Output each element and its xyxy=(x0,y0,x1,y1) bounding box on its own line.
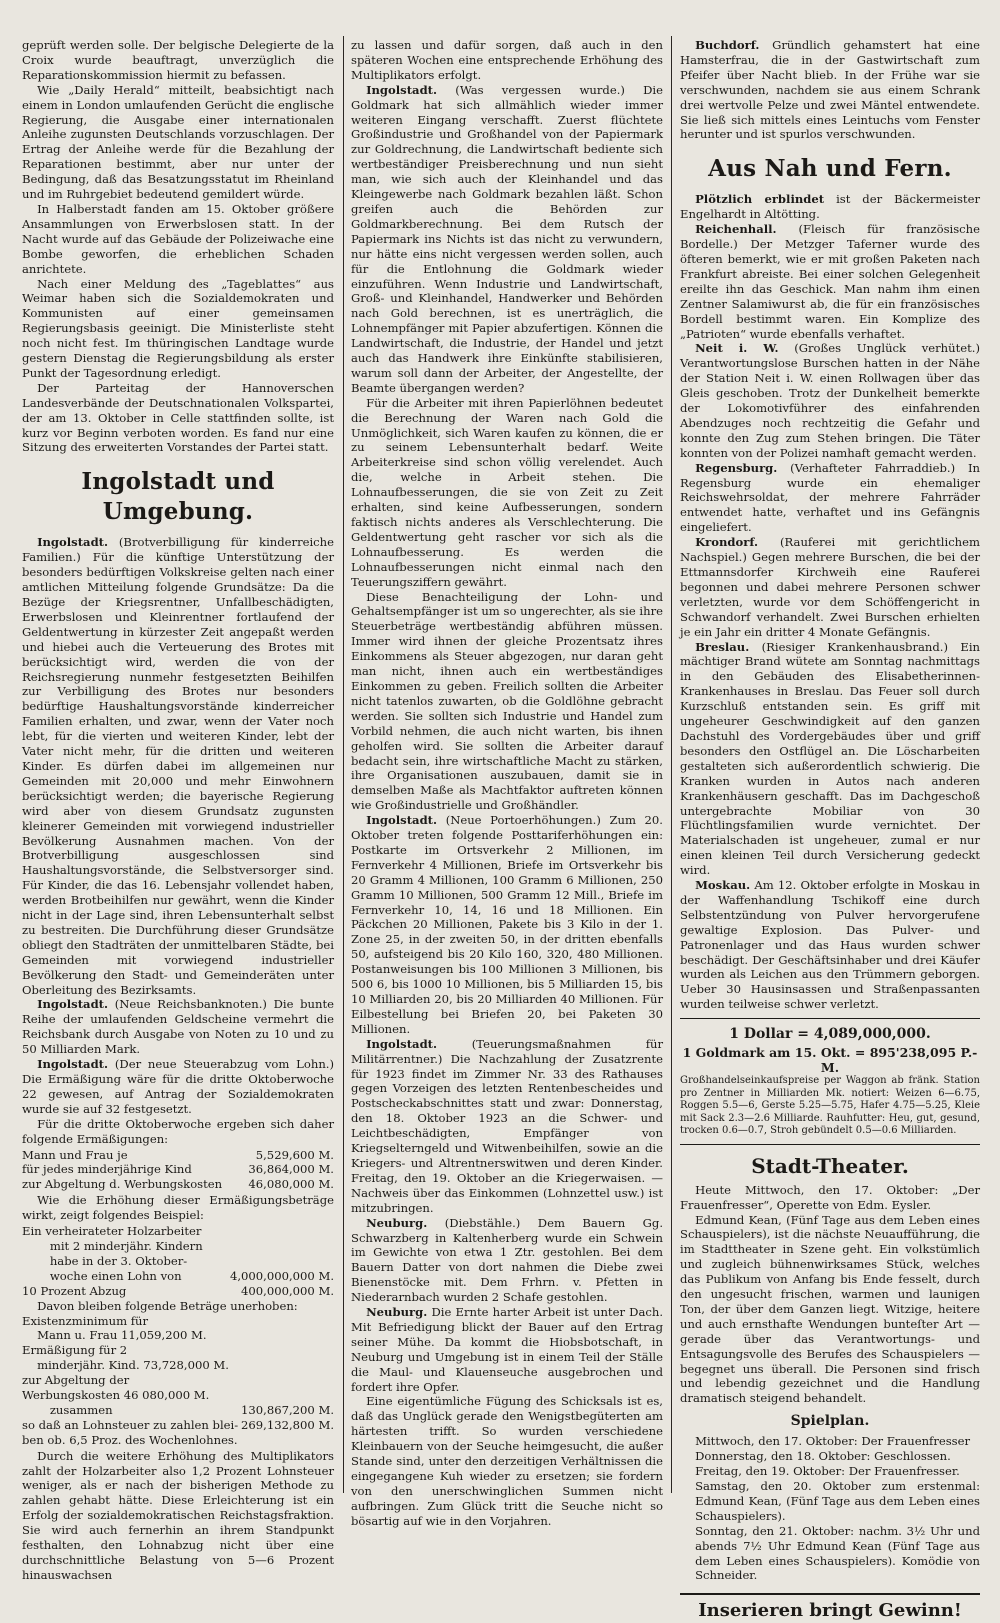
article-dateline: Reichenhall. xyxy=(695,222,777,237)
table-value: 5,529,600 M. xyxy=(255,1147,334,1162)
article-body: (Großes Unglück verhütet.) Verantwortungslose Burschen hatten in der Nähe der Station Neit i. W. einen Rollwagen über das Gleis geschoben. Trotz der Dunkelheit bemerkte der Lokomotivführer des einfahrenden Abendzuges noch rechtzeitig die Gefahr und konnte den Zug zum Stehen bringen. Die Täter konnten von der Polizei namhaft gemacht werden. xyxy=(680,341,981,460)
example-line: minderjähr. Kind. 73,728,000 M. xyxy=(37,1358,229,1373)
paragraph: geprüft werden solle. Der belgische Delegierte de la Croix wurde beauftragt, unverzüglich die Reparationskommission hiermit zu befassen. xyxy=(22,38,334,82)
article xyxy=(351,1037,663,1216)
article xyxy=(351,1305,663,1394)
theater-heading: Stadt-Theater. xyxy=(751,1153,909,1178)
table-label: für jedes minderjährige Kind xyxy=(22,1162,192,1177)
article-body: Am 12. Oktober erfolgte in Moskau in der Waffenhandlung Tschikoff eine durch Selbstentzündung von Pulver hervorgerufene gewaltige Explosion. Das Pulver- und Patronenlager und das Haus wurden schwer beschädigt. Der Geschäftsinhaber und drei Käufer wurden als Leichen aus den Trümmern geborgen. Ueber 30 Hausinsassen und Straßenpassanten wurden teilweise schwer verletzt. xyxy=(680,878,981,1012)
list-item: Mittwoch, den 17. Oktober: Der Frauenfresser xyxy=(695,1434,971,1449)
article xyxy=(680,38,980,142)
article-body: (Riesiger Krankenhausbrand.) Ein mächtiger Brand wütete am Sonntag nachmittags in den Gebäuden des Elisabetherinnen-Krankenhauses in Breslau. Das Feuer soll durch Kurzschluß entstanden sein. Es griff mit ungeheurer Geschwindigkeit auf den ganzen Dachstuhl des Vordergebäudes über und griff besonders den Ostflügel an. Die Löscharbeiten gestalteten sich außerordentlich schwierig. Die Kranken wurden in Autos nach anderen Krankenhäusern geschafft. Das im Dachgeschoß untergebrachte Mobiliar von 30 Flüchtlingsfamilien wurde vernichtet. Der Materialschaden ist ungeheuer, zumal er nur einen kleinen Teil durch Versicherung gedeckt wird. xyxy=(680,639,980,878)
article xyxy=(22,1057,334,1117)
paragraph: Für die Arbeiter mit ihren Papierlöhnen bedeutet die Berechnung der Waren nach Gold die Unmöglichkeit, sich Waren kaufen zu können, die er zu seinem Lebensunterhalt bedarf. Weite Arbeiterkreise sind schon völlig verelendet. Auch die, welche in Arbeit stehen. Die Lohnaufbesserungen, die sie von Zeit zu Zeit erhalten, sind keine Aufbesserungen, sondern faktisch nichts anderes als Verschlechterung. Die Geldentwertung geht rascher vor sich als die Lohnaufbesserung. Es werden die Lohnaufbesserungen nicht einmal nach den Teuerungsziffern gewährt. xyxy=(351,395,663,589)
article xyxy=(680,640,980,879)
article-body: Die Ernte harter Arbeit ist unter Dach. Mit Befriedigung blickt der Bauer auf den Ertrag seiner Mühe. Da kommt die Hiobsbotschaft, in Neuburg und Umgebung ist in einem Teil der Ställe die Maul- und Klauenseuche ausgebrochen und fordert ihre Opfer. xyxy=(351,1305,664,1394)
example-line: so daß an Lohnsteuer zu zahlen blei- 269,132,800 M. xyxy=(22,1417,334,1432)
example-line: woche einen Lohn von 4,000,000,000 M. xyxy=(49,1268,334,1283)
paragraph: Wie die Erhöhung dieser Ermäßigungsbeträge wirkt, zeigt folgendes Beispiel: xyxy=(22,1193,334,1223)
article-dateline: Regensburg. xyxy=(695,460,778,475)
column-2 xyxy=(351,38,663,1529)
section-heading: Aus Nah und Fern. xyxy=(708,155,952,183)
paragraph: Durch die weitere Erhöhung des Multiplikators zahlt der Holzarbeiter also 1,2 Prozent Lohnsteuer weniger, als er nach der bisherigen Methode zu zahlen gehabt hätte. Diese Erleichterung ist ein Erfolg der sozialdemokratischen Reichstagsfraktion. Sie wird auch fernerhin an ihrem Standpunkt festhalten, den Lohnabzug nicht über eine durchschnittliche Belastung von 5—6 Prozent hinauswachsen xyxy=(22,1448,334,1582)
list-item: Freitag, den 19. Oktober: Der Frauenfresser. xyxy=(695,1464,960,1479)
article xyxy=(680,222,980,341)
article-body: (Neue Reichsbanknoten.) Die bunte Reihe der umlaufenden Geldscheine vermehrt die Reichsbank durch Ausgabe von Noten zu 10 und zu 50 Milliarden Mark. xyxy=(22,997,334,1057)
article-body: (Was vergessen wurde.) Die Goldmark hat sich allmählich wieder immer weiteren Eingang verschafft. Zuerst flüchtete Großindustrie und Großhandel von der Papiermark zur Goldrechnung, die Landwirtschaft bediente sich wertbeständiger Preisberechnung und nun sieht man, wie sich auch der Kleinhandel und das Kleingewerbe nach Goldmark bezahlen läßt. Schon greifen auch die Behörden zur Goldmarkberechnung. Bei dem Rutsch der Papiermark ins Nichts ist das nicht zu verwundern, nur hätte eins nicht vergessen werden sollen, auch für die Entlohnung die Goldmark wieder einzuführen. Wenn Industrie und Landwirtschaft, Groß- und Kleinhandel, Handwerker und Behörden nach Gold berechnen, ist es unerträglich, die Lohnempfänger mit Papier abzufertigen. Können die Landwirtschaft, die Industrie, der Handel und jetzt auch das Handwerk ihre Einkünfte stabilisieren, warum soll dann der Arbeiter, der Angestellte, der Beamte übergangen werden? xyxy=(351,82,663,395)
article-dateline: Ingolstadt. xyxy=(37,535,109,550)
article-dateline: Ingolstadt. xyxy=(366,1036,438,1051)
example-line: Mann u. Frau 11,059,200 M. xyxy=(37,1328,207,1343)
column-rule-1 xyxy=(343,36,344,1493)
article-dateline: Plötzlich erblindet xyxy=(695,192,825,207)
column-3 xyxy=(680,38,980,1623)
table-label: zur Abgeltung d. Werbungskosten xyxy=(22,1177,223,1192)
article xyxy=(680,535,980,639)
dollar-rate: 1 Dollar = 4,089,000,000. xyxy=(729,1026,931,1043)
article-body: (Verhafteter Fahrraddieb.) In Regensburg wurde ein ehemaliger Reichswehrsoldat, der mehrere Fahrräder entwendet hatte, verhaftet und ins Gefängnis eingeliefert. xyxy=(680,460,980,535)
article-body: (Rauferei mit gerichtlichem Nachspiel.) Gegen mehrere Burschen, die bei der Ettmannsdorfer Kirchweih eine Rauferei begonnen und dabei mehrere Personen schwer verletzten, wurde vor dem Schöffengericht in Schwandorf verhandelt. Zwei Burschen erhielten je ein Jahr ein dritter 4 Monate Gefängnis. xyxy=(680,535,981,639)
paragraph: zu lassen und dafür sorgen, daß auch in den späteren Wochen eine entsprechende Erhöhung des Multiplikators erfolgt. xyxy=(351,38,663,82)
example-line: Ermäßigung für 2 xyxy=(22,1343,128,1358)
article-dateline: Ingolstadt. xyxy=(37,997,109,1012)
article xyxy=(351,813,663,1037)
example-calculation xyxy=(22,1224,334,1448)
example-line: 10 Prozent Abzug 400,000,000 M. xyxy=(22,1283,334,1298)
article xyxy=(680,341,980,460)
section-heading: Ingolstadt und Umgebung. xyxy=(81,468,275,526)
paragraph: Eine eigentümliche Fügung des Schicksals ist es, daß das Unglück gerade den Wenigstbegüterten am härtesten trifft. So wurden verschiedene Kleinbauern von der Seuche heimgesucht, die außer Stande sind, unter den derzeitigen Verhältnissen die eingegangene Kuh wieder zu ersetzen; sie fordern von den unerschwinglichen Summen nicht aufbringen. Zum Glück tritt die Seuche nicht so bösartig auf wie in den Vorjahren. xyxy=(351,1394,663,1528)
divider xyxy=(680,1144,980,1145)
goldmark-rate: 1 Goldmark am 15. Okt. = 895'238,095 P.-M. xyxy=(682,1045,978,1076)
article-body: Gründlich gehamstert hat eine Hamsterfrau, die in der Gastwirtschaft zum Pfeifer über Nacht blieb. In der Frühe war sie verschwunden, nachdem sie aus einem Schrank drei wertvolle Pelze und zwei Mäntel entwendete. Sie ließ sich mittels eines Leintuchs vom Fenster herunter und ist spurlos verschwunden. xyxy=(680,38,981,142)
article xyxy=(680,461,980,536)
column-rule-2 xyxy=(671,36,672,1493)
article-dateline: Neuburg. xyxy=(366,1305,428,1320)
schedule-heading: Spielplan. xyxy=(790,1413,870,1430)
article-dateline: Ingolstadt. xyxy=(366,82,438,97)
table-label: Mann und Frau je xyxy=(22,1147,128,1162)
paragraph: Diese Benachteiligung der Lohn- und Gehaltsempfänger ist um so ungerechter, als sie ihre Steuerbeträge wertbeständig abführen müssen. Immer wird ihnen der gleiche Prozentsatz ihres Einkommens als Steuer abgezogen, nur daran geht man nicht, ihnen auch ein wertbeständiges Einkommen zu geben. Freilich sollten die Arbeiter nicht tatenlos zuwarten, ob die Goldlöhne gebracht werden. Sie sollten sich Industrie und Handel zum Vorbild nehmen, die auch nicht warten, bis ihnen geholfen wird. Sie sollten die Arbeiter darauf bedacht sein, ihre wirtschaftliche Macht zu stärken, ihre Organisationen auszubauen, damit sie in demselben Maße als Machtfaktor auftreten können wie Großindustrielle und Großhändler. xyxy=(351,589,663,813)
paragraph: Der Parteitag der Hannoverschen Landesverbände der Deutschnationalen Volkspartei, der am 13. Oktober in Celle stattfinden sollte, ist kurz vor Beginn verboten worden. Es fand nur eine Sitzung des erweiterten Vorstandes der Partei statt. xyxy=(22,380,334,455)
example-line: Ein verheirateter Holzarbeiter xyxy=(22,1224,202,1239)
article-dateline: Moskau. xyxy=(695,878,751,893)
column-1 xyxy=(22,38,334,1583)
article-dateline: Breslau. xyxy=(695,639,750,654)
article-body: (Der neue Steuerabzug vom Lohn.) Die Ermäßigung wäre für die dritte Oktoberwoche 22 gewesen, auf Antrag der Sozialdemokraten wurde sie auf 32 festgesetzt. xyxy=(22,1057,334,1116)
paragraph: Nach einer Meldung des „Tageblattes“ aus Weimar haben sich die Sozialdemokraten und Kommunisten auf einer gemeinsamen Regierungsbasis geeinigt. Die Ministerliste steht noch nicht fest. Im thüringischen Landtage wurde gestern Dienstag die Regierungsbildung als erster Punkt der Tagesordnung erledigt. xyxy=(22,276,334,380)
market-prices: Großhandelseinkaufspreise per Waggon ab fränk. Station pro Zentner in Milliarden Mk. notiert: Weizen 6—6.75, Roggen 5.5—6, Gerste 5.25—5.75, Hafer 4.75—5.25, Kleie mit Sack 2.3—2.6 Milliarde. Rauhfutter: Heu, gut, gesund, trocken 0.6—0.7, Stroh gebündelt 0.5—0.6 Milliarden. xyxy=(680,1075,980,1137)
article-dateline: Buchdorf. xyxy=(695,38,760,52)
table-row xyxy=(22,1177,334,1192)
example-line: zur Abgeltung der xyxy=(22,1373,130,1388)
advertisement-slogan: Inserieren bringt Gewinn! xyxy=(680,1593,980,1623)
article-dateline: Krondorf. xyxy=(695,535,758,550)
article xyxy=(22,997,334,1057)
article xyxy=(680,878,980,1012)
paragraph: Wie „Daily Herald“ mitteilt, beabsichtigt nach einem in London umlaufenden Gerücht die englische Regierung, die Ausgabe einer internationalen Anleihe zugunsten Deutschlands vorzuschlagen. Der Ertrag der Anleihe werde für die Bezahlung der Reparationen bestimmt, aber nur unter der Bedingung, daß das Besatzungsstatut im Rheinland und im Ruhrgebiet bedeutend gemildert würde. xyxy=(22,82,334,202)
article-body: ist der Bäckermeister Engelhardt in Altötting. xyxy=(680,192,980,222)
article-body: (Neue Portoerhöhungen.) Zum 20. Oktober treten folgende Posttariferhöhungen ein: Postkarte im Ortsverkehr 2 Millionen, im Fernverkehr 4 Millionen, Briefe im Ortsverkehr bis 20 Gramm 4 Millionen, 100 Gramm 6 Millionen, 250 Gramm 10 Millionen, 500 Gramm 12 Mill., Briefe im Fernverkehr 10, 14, 16 und 18 Millionen. Ein Päckchen 20 Millionen, Pakete bis 3 Kilo in der 1. Zone 25, in der zweiten 50, in der dritten ebenfalls 50, aufsteigend bis 20 Kilo 160, 320, 480 Millionen. Postanweisungen bis 100 Millionen 3 Millionen, bis 500 6, bis 1000 10 Millionen, bis 5 Milliarden 15, bis 10 Milliarden 20, bis 20 Milliarden 40 Millionen. Für Eilbestellung bei Briefen 20, bei Paketen 30 Millionen. xyxy=(351,813,663,1036)
table-row xyxy=(22,1162,334,1177)
article-body: (Fleisch für französische Bordelle.) Der Metzger Taferner wurde des öfteren bemerkt, wie er mit großen Paketen nach Frankfurt abreiste. Bei einer solchen Gelegenheit ereilte ihn das Geschick. Man nahm ihm einen Zentner Salamiwurst ab, die für ein französisches Bordell bestimmt waren. Ein Komplize des „Patrioten“ wurde ebenfalls verhaftet. xyxy=(680,222,981,341)
paragraph: Heute Mittwoch, den 17. Oktober: „Der Frauenfresser“, Operette von Edm. Eysler. xyxy=(680,1182,980,1212)
example-line: Werbungskosten 46 080,000 M. xyxy=(22,1388,210,1403)
article xyxy=(351,83,663,396)
article-body: (Diebstähle.) Dem Bauern Gg. Schwarzberg in Kaltenherberg wurde ein Schwein im Gewichte von etwa 1 Ztr. gestohlen. Bei dem Bauern Datter von dort nahmen die Diebe zwei Bienenstöcke mit. Dem Frhrn. v. Pfetten in Niederarnbach wurden 2 Schafe gestohlen. xyxy=(351,1215,663,1305)
example-line: mit 2 minderjähr. Kindern xyxy=(49,1238,203,1253)
article xyxy=(351,1216,663,1305)
list-item: Samstag, den 20. Oktober zum erstenmal: Edmund Kean, (Fünf Tage aus dem Leben eines Schauspielers). xyxy=(695,1479,980,1523)
list-item: Donnerstag, den 18. Oktober: Geschlossen. xyxy=(695,1449,951,1464)
example-line: ben ob. 6,5 Proz. des Wochenlohnes. xyxy=(22,1432,238,1447)
paragraph: Edmund Kean, (Fünf Tage aus dem Leben eines Schauspielers), ist die nächste Neuaufführung, die im Stadttheater in Szene geht. Ein volkstümlich und zugleich bühnenwirksames Stück, welches das Publikum von Anfang bis Ende fesselt, durch den ungesucht frischen, warmen und launigen Ton, der über dem Ganzen liegt. Witzige, heitere und auch ernsthafte Wendungen bunteſter Art — gerade über das Verantwortungs- und Entsagungsvolle des Berufes des Schauspielers — begegnet uns überall. Die Personen sind frisch und lebendig gezeichnet und die Handlung dramatisch steigend behandelt. xyxy=(680,1212,980,1406)
table-value: 46,080,000 M. xyxy=(248,1177,334,1192)
article-dateline: Ingolstadt. xyxy=(37,1057,109,1072)
table-row xyxy=(22,1148,334,1163)
article xyxy=(680,192,980,222)
paragraph: Für die dritte Oktoberwoche ergeben sich daher folgende Ermäßigungen: xyxy=(22,1116,334,1146)
article-body: (Teuerungsmaßnahmen für Militärrentner.) Die Nachzahlung der Zusatzrente für 1923 findet im Zimmer Nr. 33 des Rathauses gegen Vorzeigen des letzten Rentenbescheides und Postscheckabschnittes statt und zwar: Donnerstag, den 18. Oktober 1923 an die Schwer- und Leichtbeschädigten, Empfänger von Kriegselterngeld und Witwenbeihilfen, sowie an die Kriegers- und Altrentnerswitwen und deren Kinder. Freitag, den 19. Oktober an die Kriegerwaisen. — Nachweis über das Einkommen (Lohnzettel usw.) ist mitzubringen. xyxy=(351,1036,663,1215)
example-line: Davon bleiben folgende Beträge unerhoben: xyxy=(37,1298,298,1313)
list-item: Sonntag, den 21. Oktober: nachm. 3½ Uhr und abends 7½ Uhr Edmund Kean (Fünf Tage aus dem Leben eines Schauspielers). Komödie von Schneider. xyxy=(695,1523,980,1583)
article-dateline: Neuburg. xyxy=(366,1215,428,1230)
article-body: (Brotverbilligung für kinderreiche Familien.) Für die künftige Unterstützung der besonders bedürftigen Volkskreise gelten nach einer amtlichen Mitteilung folgende Grundsätze: Da die Bezüge der Kriegsrentner, Unfallbeschädigten, Erwerbslosen und Kleinrentner fortlaufend der Geldentwertung in kürzester Zeit angepaßt werden und hiebei auch die Verteuerung des Brotes mit berücksichtigt wird, werden die von der Reichsregierung nunmehr festgesetzten Beihilfen zur Verbilligung des Brotes nur besonders bedürftige Haushaltungsvorstände kinderreicher Familien erhalten, und zwar, wenn der Vater noch lebt, für die vierten und weiteren Kinder, lebt der Vater nicht mehr, für die dritten und weiteren Kinder. Es dürfen dabei im allgemeinen nur Gemeinden mit 20,000 und mehr Einwohnern berücksichtigt werden; die bayerische Regierung wird aber von diesem Grundsatz zugunsten kleinerer Gemeinden mit vorwiegend industrieller Bevölkerung Ausnahmen machen. Von der Brotverbilligung ausgeschlossen sind Haushaltungsvorstände, die Selbstversorger sind. Für Kinder, die das 16. Lebensjahr vollendet haben, werden Brotbeihilfen nur gewährt, wenn die Kinder nicht in der Lage sind, ihren Lebensunterhalt selbst zu bestreiten. Die Durchführung dieser Grundsätze obliegt den Stadträten der unmittelbaren Städte, bei Gemeinden mit vorwiegend industrieller Bevölkerung den Stadt- und Gemeinderäten unter Oberleitung des Bezirksamts. xyxy=(22,535,335,997)
divider xyxy=(680,1018,980,1019)
article-dateline: Neit i. W. xyxy=(695,341,779,356)
table-value: 36,864,000 M. xyxy=(248,1162,334,1177)
article-dateline: Ingolstadt. xyxy=(366,813,438,828)
example-line: Existenzminimum für xyxy=(22,1313,149,1328)
example-line: zusammen 130,867,200 M. xyxy=(49,1402,334,1417)
schedule-list xyxy=(680,1434,980,1583)
example-line: habe in der 3. Oktober- xyxy=(49,1253,188,1268)
paragraph: In Halberstadt fanden am 15. Oktober größere Ansammlungen von Erwerbslosen statt. In der Nacht wurde auf das Gebäude der Polizeiwache eine Bombe geworfen, die erheblichen Schaden anrichtete. xyxy=(22,201,334,276)
deduction-table xyxy=(22,1148,334,1193)
article xyxy=(22,535,334,997)
